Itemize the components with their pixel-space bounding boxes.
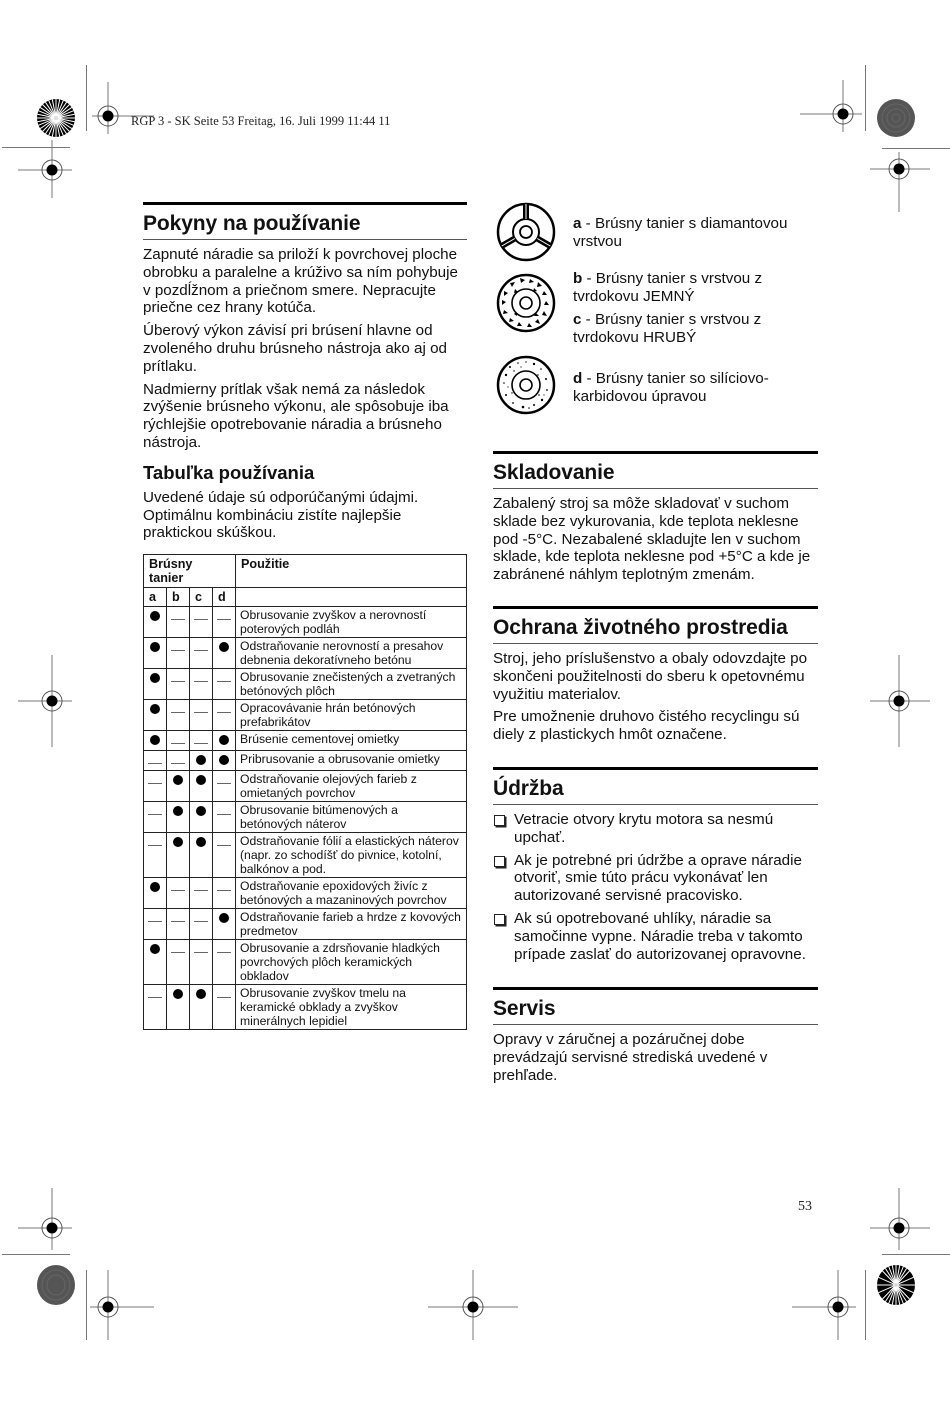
- recommended-dot-icon: [219, 755, 229, 765]
- not-applicable-dash-icon: [217, 681, 231, 682]
- recommended-dot-icon: [150, 642, 160, 652]
- subheader-c: c: [190, 588, 213, 607]
- disc-b-label: b - Brúsny tanier s vrstvou z tvrdokovu JEMNÝ: [573, 270, 763, 305]
- table-row: [144, 940, 467, 985]
- disc-d-cell: [213, 909, 236, 940]
- disc-b-cell: [167, 669, 190, 700]
- not-applicable-dash-icon: [148, 763, 162, 764]
- disc-a-label: a - Brúsny tanier s diamantovou vrstvou: [573, 215, 788, 250]
- disc-d-label: d - Brúsny tanier so silíciovo-karbidovou úpravou: [573, 370, 769, 405]
- left-column: [143, 202, 467, 1030]
- table-row: [144, 833, 467, 878]
- disc-d-cell: [213, 940, 236, 985]
- use-cell: Odstraňovanie nerovností a presahov debnenia dekoratívneho betónu: [236, 638, 467, 669]
- disc-a-cell: [144, 985, 167, 1030]
- not-applicable-dash-icon: [171, 712, 185, 713]
- silicon-carbide-disc-icon: [496, 355, 556, 415]
- disc-b-cell: [167, 802, 190, 833]
- disc-d-cell: [213, 700, 236, 731]
- subheader-b: b: [167, 588, 190, 607]
- gray-target-mark-icon: [876, 98, 916, 138]
- not-applicable-dash-icon: [148, 845, 162, 846]
- table-row: [144, 607, 467, 638]
- service-title: Servis: [493, 990, 818, 1025]
- table-row: [144, 909, 467, 940]
- disc-legend: [493, 200, 818, 440]
- recommended-dot-icon: [150, 611, 160, 621]
- disc-a-cell: [144, 669, 167, 700]
- disc-d-cell: [213, 802, 236, 833]
- print-slug-header: RGP 3 - SK Seite 53 Freitag, 16. Juli 1999 11:44 11: [131, 114, 391, 128]
- disc-a-cell: [144, 607, 167, 638]
- not-applicable-dash-icon: [148, 814, 162, 815]
- disc-c-cell: [190, 802, 213, 833]
- recommended-dot-icon: [196, 806, 206, 816]
- disc-b-cell: [167, 751, 190, 771]
- maintenance-item: Ak je potrebné pri údržbe a oprave náradie otvoriť, smie túto prácu vykonávať len autorizované servisné pracovisko.: [493, 852, 818, 905]
- disc-a-cell: [144, 751, 167, 771]
- not-applicable-dash-icon: [148, 997, 162, 998]
- disc-d-cell: [213, 669, 236, 700]
- disc-c-cell: [190, 909, 213, 940]
- checkbox-bullet-icon: [494, 815, 505, 826]
- maintenance-item: Ak sú opotrebované uhlíky, náradie sa samočinne vypne. Náradie treba v takomto prípade zaslať do autorizovanej opravovne.: [493, 910, 818, 963]
- disc-d-cell: [213, 833, 236, 878]
- environment-section: [493, 606, 818, 749]
- recommended-dot-icon: [150, 944, 160, 954]
- disc-a-cell: [144, 878, 167, 909]
- use-cell: Obrusovanie bitúmenových a betónových náterov: [236, 802, 467, 833]
- maintenance-title: Údržba: [493, 770, 818, 805]
- recommended-dot-icon: [196, 837, 206, 847]
- not-applicable-dash-icon: [217, 845, 231, 846]
- recommended-dot-icon: [219, 642, 229, 652]
- recommended-dot-icon: [196, 755, 206, 765]
- disc-a-cell: [144, 771, 167, 802]
- usage-table-intro: Uvedené údaje sú odporúčanými údajmi. Optimálnu kombináciu zistíte najlepšie praktickou skúškou.: [143, 488, 419, 542]
- disc-a-cell: [144, 638, 167, 669]
- usage-title: Pokyny na používanie: [143, 205, 467, 240]
- service-section: [493, 987, 818, 1089]
- disc-a-cell: [144, 909, 167, 940]
- usage-table-title: Tabuľka používania: [143, 461, 315, 483]
- use-cell: Pribrusovanie a obrusovanie omietky: [236, 751, 467, 771]
- disc-b-cell: [167, 607, 190, 638]
- not-applicable-dash-icon: [148, 921, 162, 922]
- registration-mark-icon: [18, 140, 72, 208]
- recommended-dot-icon: [173, 989, 183, 999]
- environment-paragraph: Pre umožnenie druhovo čistého recyclingu sú diely z plastickych hmôt označene.: [493, 708, 800, 744]
- not-applicable-dash-icon: [217, 814, 231, 815]
- not-applicable-dash-icon: [171, 890, 185, 891]
- recommended-dot-icon: [219, 913, 229, 923]
- use-cell: Obrusovanie zvyškov tmelu na keramické obklady a zvyškov minerálnych lepidiel: [236, 985, 467, 1030]
- not-applicable-dash-icon: [217, 890, 231, 891]
- recommended-dot-icon: [173, 837, 183, 847]
- maintenance-item: Vetracie otvory krytu motora sa nesmú upchať.: [493, 811, 818, 847]
- not-applicable-dash-icon: [171, 650, 185, 651]
- subheader-a: a: [144, 588, 167, 607]
- recommended-dot-icon: [150, 882, 160, 892]
- registration-mark-icon: [428, 1270, 518, 1340]
- usage-section: [143, 202, 467, 452]
- not-applicable-dash-icon: [217, 712, 231, 713]
- disc-c-cell: [190, 700, 213, 731]
- disc-a-cell: [144, 940, 167, 985]
- disc-c-cell: [190, 985, 213, 1030]
- not-applicable-dash-icon: [171, 763, 185, 764]
- disc-b-cell: [167, 985, 190, 1030]
- disc-a-cell: [144, 700, 167, 731]
- registration-mark-icon: [792, 1270, 856, 1340]
- storage-text: Zabalený stroj sa môže skladovať v suchom sklade bez vykurovania, kde teplota neklesne pod -5°C. Nezabalené skladujte len v suchom sklade, kde teplota neklesne pod +5°C a kde je zabránené náhlym teplotným zmenám.: [493, 495, 811, 584]
- gray-target-mark-icon: [36, 1264, 76, 1306]
- disc-c-cell: [190, 669, 213, 700]
- disc-d-cell: [213, 751, 236, 771]
- not-applicable-dash-icon: [194, 890, 208, 891]
- disc-c-cell: [190, 833, 213, 878]
- disc-c-cell: [190, 771, 213, 802]
- use-cell: Odstraňovanie epoxidových živíc z betónových a mazaninových povrchov: [236, 878, 467, 909]
- not-applicable-dash-icon: [194, 681, 208, 682]
- not-applicable-dash-icon: [194, 712, 208, 713]
- use-cell: Obrusovanie a zdrsňovanie hladkých povrchových plôch keramických obkladov: [236, 940, 467, 985]
- table-row: [144, 985, 467, 1030]
- use-cell: Brúsenie cementovej omietky: [236, 731, 467, 751]
- subheader-d: d: [213, 588, 236, 607]
- disc-a-cell: [144, 802, 167, 833]
- maintenance-section: [493, 767, 818, 968]
- disc-a-cell: [144, 833, 167, 878]
- not-applicable-dash-icon: [171, 743, 185, 744]
- starburst-mark-icon: [876, 1264, 916, 1306]
- not-applicable-dash-icon: [171, 681, 185, 682]
- usage-paragraph: Zapnuté náradie sa priloží k povrchovej ploche obrobku a paralelne a krúživo sa ním pohybuje v pozdĺžnom a priečnom smere. Nepracujte priečne cez hrany kotúča.: [143, 246, 458, 317]
- disc-b-cell: [167, 638, 190, 669]
- not-applicable-dash-icon: [194, 921, 208, 922]
- disc-c-cell: [190, 607, 213, 638]
- checkbox-bullet-icon: [494, 856, 505, 867]
- use-cell: Obrusovanie znečistených a zvetraných betónových plôch: [236, 669, 467, 700]
- not-applicable-dash-icon: [194, 650, 208, 651]
- registration-mark-icon: [18, 1188, 72, 1254]
- not-applicable-dash-icon: [217, 783, 231, 784]
- usage-paragraph: Nadmierny prítlak však nemá za následok zvýšenie brúsneho výkonu, ale spôsobuje iba rýchlejšie opotrebovanie náradia a brúsneho nástroja.: [143, 380, 449, 451]
- recommended-dot-icon: [150, 735, 160, 745]
- recommended-dot-icon: [173, 775, 183, 785]
- not-applicable-dash-icon: [194, 619, 208, 620]
- table-row: [144, 878, 467, 909]
- disc-c-cell: [190, 878, 213, 909]
- usage-table-section: [143, 462, 467, 1030]
- environment-paragraph: Stroj, jeho príslušenstvo a obaly odovzdajte po skončeni použitelnosti do sberu k opetovnému využitiu materialov.: [493, 650, 808, 703]
- usage-table-body: [144, 607, 467, 1030]
- disc-c-cell: [190, 940, 213, 985]
- disc-b-cell: [167, 833, 190, 878]
- disc-b-cell: [167, 771, 190, 802]
- page-number: 53: [798, 1199, 812, 1214]
- table-row: [144, 771, 467, 802]
- registration-mark-icon: [90, 1270, 154, 1340]
- not-applicable-dash-icon: [171, 952, 185, 953]
- disc-b-cell: [167, 731, 190, 751]
- recommended-dot-icon: [173, 806, 183, 816]
- recommended-dot-icon: [196, 775, 206, 785]
- disc-b-cell: [167, 878, 190, 909]
- table-row: [144, 669, 467, 700]
- disc-c-cell: [190, 751, 213, 771]
- table-row: [144, 751, 467, 771]
- disc-b-cell: [167, 909, 190, 940]
- disc-c-label: c - Brúsny tanier s vrstvou z tvrdokovu HRUBÝ: [573, 311, 762, 346]
- usage-table: [143, 554, 467, 1030]
- registration-mark-icon: [870, 655, 930, 747]
- registration-mark-icon: [800, 80, 862, 140]
- disc-b-cell: [167, 700, 190, 731]
- disc-b-cell: [167, 940, 190, 985]
- storage-section: [493, 451, 818, 589]
- use-cell: Obrusovanie zvyškov a nerovností poterových podláh: [236, 607, 467, 638]
- not-applicable-dash-icon: [171, 619, 185, 620]
- recommended-dot-icon: [196, 989, 206, 999]
- disc-d-cell: [213, 607, 236, 638]
- disc-d-cell: [213, 878, 236, 909]
- registration-mark-icon: [870, 1188, 930, 1254]
- registration-mark-icon: [870, 152, 930, 220]
- header-disc: Brúsny tanier: [144, 555, 236, 588]
- disc-a-cell: [144, 731, 167, 751]
- use-cell: Opracovávanie hrán betónových prefabrikátov: [236, 700, 467, 731]
- right-column: [493, 200, 818, 1084]
- recommended-dot-icon: [150, 673, 160, 683]
- disc-d-cell: [213, 731, 236, 751]
- table-row: [144, 802, 467, 833]
- not-applicable-dash-icon: [217, 952, 231, 953]
- use-cell: Odstraňovanie fólií a elastických náterov (napr. zo schodíšť do pivnice, kotolní, balkónov a pod.: [236, 833, 467, 878]
- header-use: Použitie: [236, 555, 467, 588]
- storage-title: Skladovanie: [493, 454, 818, 489]
- table-row: [144, 731, 467, 751]
- not-applicable-dash-icon: [171, 921, 185, 922]
- disc-c-cell: [190, 731, 213, 751]
- checkbox-bullet-icon: [494, 914, 505, 925]
- disc-d-cell: [213, 771, 236, 802]
- not-applicable-dash-icon: [194, 952, 208, 953]
- registration-mark-icon: [18, 655, 72, 747]
- diamond-disc-icon: [496, 202, 556, 262]
- disc-d-cell: [213, 638, 236, 669]
- subheader-empty: [236, 588, 467, 607]
- use-cell: Odstraňovanie farieb a hrdze z kovových predmetov: [236, 909, 467, 940]
- usage-paragraph: Úberový výkon závisí pri brúsení hlavne od zvoleného druhu brúsneho nástroja ako aj od prítlaku.: [143, 322, 447, 375]
- carbide-disc-icon: [496, 273, 556, 333]
- table-row: [144, 700, 467, 731]
- not-applicable-dash-icon: [217, 997, 231, 998]
- maintenance-list: [493, 811, 818, 963]
- not-applicable-dash-icon: [217, 619, 231, 620]
- disc-c-cell: [190, 638, 213, 669]
- recommended-dot-icon: [150, 704, 160, 714]
- use-cell: Odstraňovanie olejových farieb z omietaných povrchov: [236, 771, 467, 802]
- service-text: Opravy v záručnej a pozáručnej dobe prevádzajú servisné strediská uvedené v prehľade.: [493, 1031, 768, 1084]
- environment-title: Ochrana životného prostredia: [493, 609, 818, 644]
- not-applicable-dash-icon: [148, 783, 162, 784]
- recommended-dot-icon: [219, 735, 229, 745]
- disc-d-cell: [213, 985, 236, 1030]
- not-applicable-dash-icon: [194, 743, 208, 744]
- table-row: [144, 638, 467, 669]
- starburst-mark-icon: [36, 98, 76, 138]
